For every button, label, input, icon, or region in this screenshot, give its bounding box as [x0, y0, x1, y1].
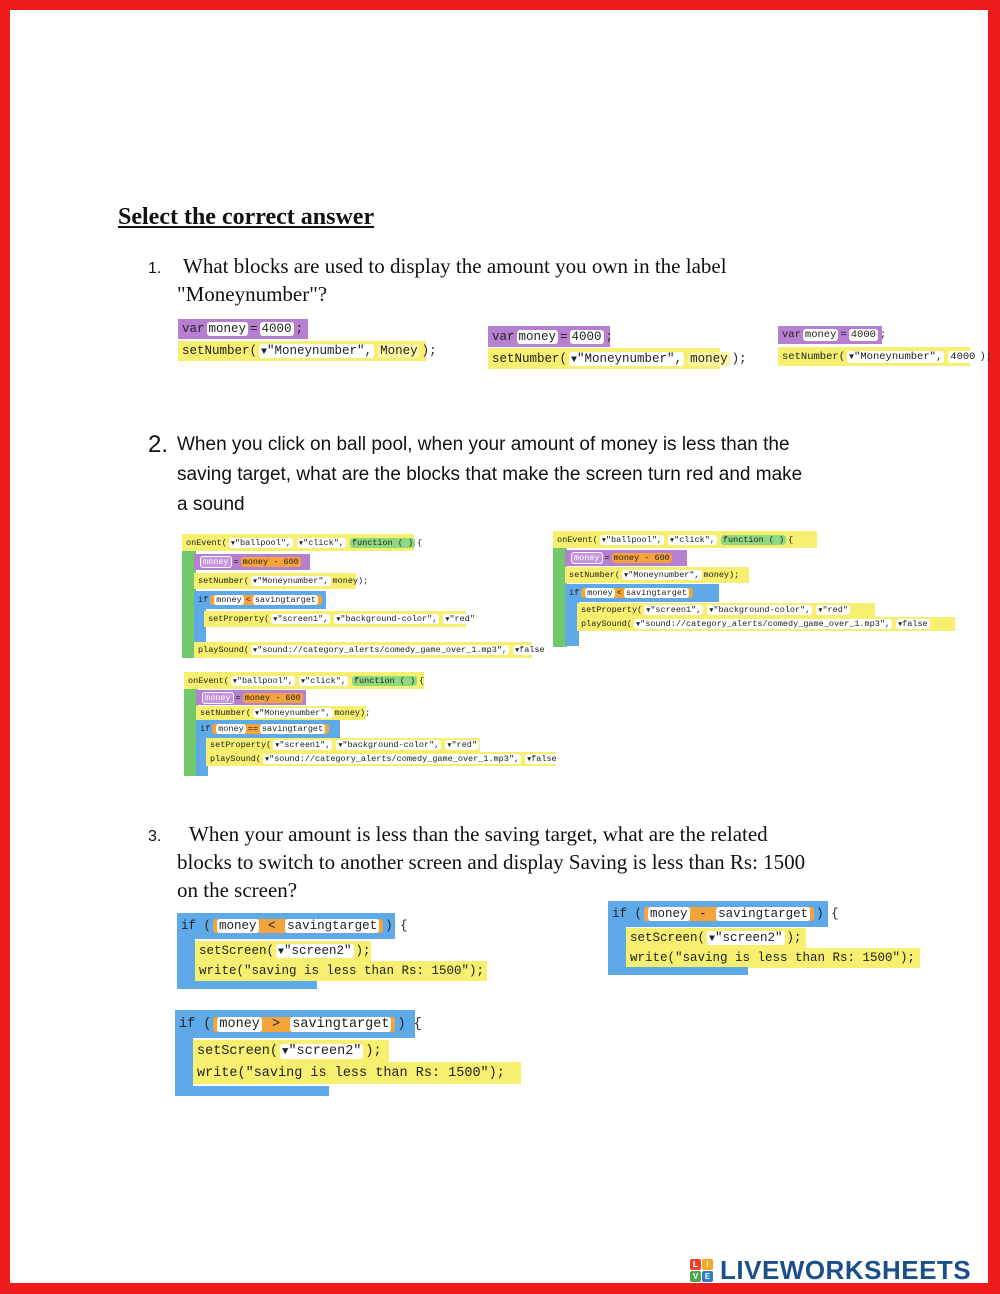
function-name: setNumber( — [569, 570, 621, 580]
value: 4000 — [261, 322, 292, 336]
logo-letter: I — [702, 1259, 713, 1270]
dropdown-token: ▼"screen1", — [646, 605, 702, 615]
if-block — [196, 720, 340, 738]
set-number-block — [178, 341, 437, 361]
logo-letter: E — [702, 1271, 713, 1282]
q2-option-a[interactable] — [182, 534, 545, 658]
color-value: "red" — [822, 605, 848, 615]
if-block — [175, 1010, 422, 1038]
dropdown-token: ▼"screen1", — [275, 740, 331, 750]
label-id: "Moneynumber", — [257, 576, 329, 586]
write-block — [626, 948, 920, 968]
function-name: playSound( — [198, 645, 250, 655]
var-block — [178, 319, 308, 339]
label-id: "Moneynumber", — [577, 351, 683, 366]
close: ); — [979, 350, 993, 363]
close: ); — [731, 351, 747, 366]
function-kw: function — [353, 675, 395, 686]
event-type: "click", — [305, 675, 346, 686]
label-id: "Moneynumber", — [259, 708, 331, 718]
keyword: if ( — [181, 919, 212, 933]
function-name: setProperty( — [581, 605, 643, 615]
close: ); — [421, 344, 437, 358]
function-token: function ( ) — [351, 537, 414, 548]
target-name: savingtarget — [261, 724, 324, 734]
function-name: setScreen( — [630, 931, 706, 945]
set-screen-block — [193, 1040, 389, 1062]
comparator: < — [245, 595, 251, 605]
dropdown-token: ▼"screen2" — [709, 931, 783, 945]
question-text-line: "Moneynumber"? — [177, 282, 328, 306]
dropdown-token: ▼"red" — [447, 740, 477, 750]
var-name: money — [219, 919, 257, 933]
target-name: savingtarget — [718, 907, 809, 921]
if-block — [565, 584, 719, 602]
var-name: money — [208, 322, 247, 336]
label-id: "Moneynumber", — [628, 570, 700, 580]
var-block — [488, 326, 614, 347]
q3-option-a[interactable] — [177, 913, 487, 989]
function-name: setNumber( — [200, 708, 252, 718]
keyword: if ( — [612, 907, 643, 921]
set-number-block — [488, 348, 747, 369]
event-type: "click", — [303, 537, 344, 548]
var-name: money — [613, 553, 640, 563]
dropdown-token: ▼"Moneynumber", — [255, 708, 331, 718]
function-name: playSound( — [581, 619, 633, 629]
sound-path: "sound://category_alerts/comedy_game_over_1.mp3", — [257, 645, 508, 655]
dropdown-token: ▼"click", — [301, 675, 346, 686]
close: ); — [729, 570, 740, 580]
var-name: money — [518, 329, 557, 344]
keyword: if — [198, 595, 209, 605]
dropdown-token: ▼"ballpool", — [232, 675, 294, 686]
var-name: money — [242, 557, 269, 567]
question-text-line: on the screen? — [177, 878, 298, 902]
color-value: "red" — [451, 740, 477, 750]
dropdown-token: ▼"click", — [299, 537, 344, 548]
number: 600 — [285, 692, 301, 703]
question-number: 1. — [148, 260, 162, 277]
dropdown-token: ▼"Moneynumber", — [624, 570, 700, 580]
argument: money — [703, 570, 730, 580]
set-property-block — [577, 603, 875, 617]
set-number-block — [194, 573, 369, 589]
operator: = — [840, 329, 847, 341]
dropdown-token: ▼"background-color", — [338, 740, 440, 750]
on-event-block — [184, 672, 424, 689]
screen-id: "screen2" — [284, 944, 352, 958]
if-footer — [608, 967, 748, 975]
event-type: "click", — [674, 534, 715, 545]
var-name: money — [219, 1016, 260, 1032]
comparator: > — [272, 1016, 281, 1032]
keyword: var — [782, 329, 801, 341]
dropdown-token: ▼"red" — [818, 605, 848, 615]
operator: = — [560, 329, 568, 344]
label-id: "Moneynumber", — [267, 344, 373, 358]
set-property-block — [204, 611, 475, 627]
keyword: if — [569, 588, 580, 598]
q2-option-b[interactable] — [553, 531, 955, 647]
var-name: money — [650, 907, 688, 921]
number: 600 — [654, 553, 670, 563]
element-id: "ballpool", — [236, 675, 294, 686]
question-text-line: a sound — [177, 494, 245, 515]
function-kw: function — [722, 534, 764, 545]
operator: - — [644, 553, 650, 563]
target-name: savingtarget — [292, 1016, 390, 1032]
screen-id: "screen2" — [715, 931, 783, 945]
function-name: setProperty( — [210, 740, 272, 750]
assign-block — [194, 554, 310, 570]
question-text-line: saving target, what are the blocks that make the screen turn red and make — [177, 464, 803, 485]
condition — [212, 724, 329, 734]
function-name: setNumber( — [182, 344, 258, 358]
play-sound-block — [194, 642, 545, 658]
dropdown-token: ▼"ballpool", — [601, 534, 663, 545]
element-id: "ballpool", — [234, 537, 292, 548]
set-number-block — [196, 706, 371, 720]
var-name: money — [218, 724, 244, 734]
question-text-line: When your amount is less than the saving target, what are the related — [189, 822, 768, 846]
screen-id: "screen1", — [650, 605, 702, 615]
operator: = — [250, 322, 258, 336]
question-1 — [148, 252, 868, 308]
dropdown-token: ▼"screen2" — [278, 944, 352, 958]
function-name: onEvent( — [188, 675, 229, 686]
brace: ) { — [397, 1016, 422, 1032]
liveworksheets-logo — [690, 1255, 971, 1286]
logo-text: LIVEWORKSHEETS — [720, 1255, 972, 1285]
logo-letter: L — [690, 1259, 701, 1270]
boolean: false — [902, 619, 928, 629]
dropdown-token: ▼"Moneynumber", — [261, 344, 373, 358]
sound-path: "sound://category_alerts/comedy_game_over_1.mp3", — [269, 754, 520, 764]
dropdown-token: ▼"red" — [445, 614, 475, 624]
argument: Money — [380, 344, 418, 358]
argument: money — [332, 576, 359, 586]
q2-option-c[interactable] — [184, 672, 556, 776]
argument: money — [334, 708, 361, 718]
condition — [213, 1017, 395, 1032]
var-block — [778, 326, 887, 344]
condition — [210, 595, 322, 605]
sound-path: "sound://category_alerts/comedy_game_over_1.mp3", — [640, 619, 891, 629]
dropdown-token: ▼"sound://category_alerts/comedy_game_over_1.mp3", — [265, 754, 520, 764]
target-name: savingtarget — [254, 595, 317, 605]
question-3 — [148, 820, 888, 904]
operator: = — [604, 553, 610, 563]
question-text-line: What blocks are used to display the amount you own in the label — [183, 254, 727, 278]
set-number-block — [565, 567, 749, 583]
question-text-line: blocks to switch to another screen and display Saving is less than Rs: 1500 — [177, 850, 806, 874]
number: 600 — [283, 557, 299, 567]
semicolon: ; — [879, 329, 887, 341]
boolean: false — [531, 754, 557, 764]
function-token: function ( ) — [353, 675, 416, 686]
on-event-block — [182, 534, 423, 551]
dropdown-token: ▼"screen2" — [282, 1043, 362, 1059]
function-kw: function — [351, 537, 393, 548]
function-name: setScreen( — [197, 1043, 279, 1059]
screen-id: "screen2" — [288, 1043, 362, 1059]
question-2 — [148, 430, 888, 520]
write-block — [195, 961, 487, 981]
play-sound-block — [577, 617, 955, 631]
function-name: playSound( — [210, 754, 262, 764]
dropdown-token: ▼"ballpool", — [230, 537, 292, 548]
dropdown-token: ▼"Moneynumber", — [253, 576, 329, 586]
dropdown-token: ▼"Moneynumber", — [571, 351, 683, 366]
function-name: setScreen( — [199, 944, 275, 958]
property: "background-color", — [713, 605, 811, 615]
close: ); — [355, 944, 371, 958]
var-name: money — [804, 329, 837, 341]
if-block — [194, 591, 326, 609]
function-name: onEvent( — [557, 534, 598, 545]
function-name: setNumber( — [492, 351, 568, 366]
value: 4000 — [850, 329, 876, 341]
keyword: if — [200, 724, 211, 734]
keyword: var — [182, 322, 205, 336]
dropdown-token: ▼"screen1", — [273, 614, 329, 624]
assign-block — [565, 550, 687, 566]
condition — [213, 919, 383, 933]
page-title: Select the correct answer — [118, 204, 375, 230]
var-name: money — [216, 595, 242, 605]
screen-id: "screen1", — [277, 614, 329, 624]
screen-id: "screen1", — [279, 740, 331, 750]
color-value: "red" — [449, 614, 475, 624]
dropdown-token: ▼"sound://category_alerts/comedy_game_over_1.mp3", — [636, 619, 891, 629]
var-name: money — [587, 588, 613, 598]
if-block — [608, 901, 839, 927]
target-name: savingtarget — [625, 588, 688, 598]
operator: = — [235, 692, 241, 703]
set-screen-block — [626, 928, 806, 948]
dropdown-token: ▼"sound://category_alerts/comedy_game_over_1.mp3", — [253, 645, 508, 655]
operator: - — [273, 557, 279, 567]
if-footer — [177, 981, 317, 989]
expression — [243, 693, 303, 703]
play-sound-block — [206, 752, 556, 766]
property: "background-color", — [340, 614, 438, 624]
close: ); — [358, 576, 369, 586]
question-text-line: When you click on ball pool, when your amount of money is less than the — [177, 434, 790, 455]
close: ); — [365, 1043, 382, 1059]
function-token: function ( ) — [722, 534, 785, 545]
keyword: var — [492, 329, 515, 344]
dropdown-token: ▼false — [898, 619, 928, 629]
logo-letter: V — [690, 1271, 701, 1282]
comparator: < — [616, 588, 622, 598]
write-block — [193, 1062, 521, 1084]
var-name: money — [200, 556, 232, 568]
dropdown-token: ▼"background-color", — [336, 614, 438, 624]
close: ); — [786, 931, 802, 945]
if-footer — [175, 1086, 329, 1096]
dropdown-token: ▼"Moneynumber", — [849, 350, 943, 363]
expression — [241, 557, 301, 567]
condition — [581, 588, 693, 598]
brace: { — [419, 675, 425, 686]
var-name: money — [202, 692, 234, 704]
close: ); — [360, 708, 371, 718]
question-number: 2. — [148, 431, 169, 458]
var-name: money — [571, 552, 603, 564]
dropdown-token: ▼"background-color", — [709, 605, 811, 615]
comparator: < — [268, 919, 276, 933]
brace: ) { — [816, 907, 839, 921]
brace: { — [417, 537, 423, 548]
if-block — [177, 913, 408, 939]
brace: { — [788, 534, 794, 545]
operator: - — [275, 692, 281, 703]
element-id: "ballpool", — [605, 534, 663, 545]
operator: = — [233, 557, 239, 567]
logo-cube-icon — [690, 1259, 716, 1283]
set-number-block — [778, 347, 993, 366]
label-id: "Moneynumber", — [854, 350, 943, 363]
expression — [612, 553, 672, 563]
assign-block — [196, 690, 306, 705]
dropdown-token: ▼false — [527, 754, 557, 764]
target-name: savingtarget — [287, 919, 378, 933]
write-call: write("saving is less than Rs: 1500"); — [630, 951, 916, 965]
dropdown-token: ▼false — [515, 645, 545, 655]
question-number: 3. — [148, 828, 162, 845]
function-name: setNumber( — [198, 576, 250, 586]
property: "background-color", — [342, 740, 440, 750]
q3-option-c[interactable] — [175, 1010, 521, 1096]
keyword: if ( — [179, 1016, 212, 1032]
comparator: == — [247, 724, 258, 734]
semicolon: ; — [605, 329, 614, 344]
boolean: false — [519, 645, 545, 655]
value: 4000 — [571, 329, 602, 344]
function-name: onEvent( — [186, 537, 227, 548]
brace: ) { — [385, 919, 408, 933]
set-property-block — [206, 738, 480, 752]
function-name: setProperty( — [208, 614, 270, 624]
comparator: - — [699, 907, 707, 921]
var-name: money — [244, 692, 271, 703]
function-name: setNumber( — [782, 350, 846, 363]
set-screen-block — [195, 941, 371, 961]
semicolon: ; — [295, 322, 304, 336]
dropdown-token: ▼"click", — [670, 534, 715, 545]
write-call: write("saving is less than Rs: 1500"); — [197, 1065, 505, 1081]
argument: money — [690, 351, 728, 366]
argument: 4000 — [950, 350, 976, 363]
on-event-block — [553, 531, 817, 548]
write-call: write("saving is less than Rs: 1500"); — [199, 964, 485, 978]
condition — [644, 907, 814, 921]
q3-option-b[interactable] — [608, 901, 920, 975]
